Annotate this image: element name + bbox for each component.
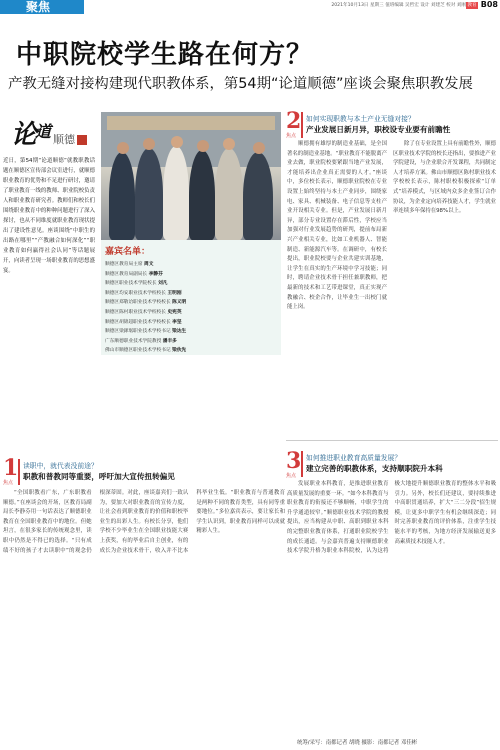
headline: 中职院校学生路在何方？ [16, 40, 314, 70]
guest-item: 顺德区教育局副局长 李静芬 [105, 271, 163, 277]
section-1-number: 1 [3, 455, 19, 481]
section-1-title: 职教和普教同等重要，呼吁加大宣传扭转偏见 [23, 472, 175, 481]
guest-list-title: 嘉宾名单： [105, 247, 151, 257]
svg-text:道: 道 [35, 122, 52, 141]
section-2-question: 如何实现职教与本土产业无缝对接？ [306, 115, 415, 123]
guest-item: 顺德区均安职业技术学校校长 王明刚 [105, 290, 182, 296]
section-1-question: 读职中，就代表没前途？ [23, 462, 98, 470]
section-1-label: 焦点 [3, 480, 14, 486]
guest-item: 顺德区职业技术学院校长 刘凡 [105, 281, 168, 287]
section-2-label: 焦点 [286, 133, 297, 139]
guest-item: 佛山市顺德区职业技术学校书记 梁伙先 [105, 348, 187, 354]
section-tag: 聚焦 [0, 0, 84, 14]
section-3-body: 发展职业本科教育，是推进职业教育高质量发展的重要一环。“如今本科教育与职业教育的衔接还不够顺畅，中职学生的升学通道较窄。”顺德职业技术学院的教授提出，应当构建从中职、高职到职业本科的完整职业教育体系，打通职业院校学生的成长通道。与会嘉宾普遍支持顺德职业技术学院升格为职业本科院校，认为这将极大地提升顺德职业教育的整体水平和吸引力。另外，校长们还建议，要持续推进中高职贯通培养，扩大“三二分段”招生规模，让更多中职学生有机会继续深造；同时完善职业教育的评价体系，注重学生技能水平的考核，为地方经济发展输送更多高素质技术技能人才。 [287, 481, 496, 555]
section-badge: 教育 [467, 3, 477, 8]
intro-paragraph: 近日，第54期“论道顺德”就教职教话题在顺德区宣传部会议室进行，就顺德职业教育的优势和不足进行研讨，邀请了职业教育一线的教师、职业院校负责人和职业教育研究者。教师们和校长们围绕职业教育中的种种问题进行了深入探讨，也从不同维度就职业教育现状提出了建设性意见。座谈围绕“中职生的出路在哪里”“产教融合如何深化”“职业教育如何赢得社会认同”等话题展开，向读者呈现一场职业教育的思想盛宴。 [3, 158, 95, 274]
page-header [0, 0, 500, 14]
byline-footer: 统筹/采写：南都记者 胡晓 摄影：南都记者 邓佳彬 [297, 740, 418, 746]
guest-item: 顺德区教育局主席 周文 [105, 262, 154, 267]
guest-item: 顺德区胡锦超职业技术学校校长 李坚 [105, 319, 182, 325]
section-3-question: 如何推进职业教育高质量发展？ [306, 454, 402, 462]
svg-text:论: 论 [11, 120, 38, 150]
guest-item: 顺德区陈村职业技术学校校长 史宪英 [105, 309, 182, 315]
section-2-title: 产业发展日新月异，职校设专业要有前瞻性 [306, 125, 451, 134]
section-3-number: 3 [286, 448, 302, 474]
section-3-title: 建立完善的职教体系，支持顺职院升本科 [306, 464, 443, 473]
guest-item: 顺德区梁銶琚职业技术学校书记 梁达生 [105, 329, 187, 335]
forum-photo [101, 112, 281, 240]
issue-meta: 2021年10月13日 星期三 值班编辑 吴哲宏 设计 刘建芝 校对 刘刚 [331, 3, 466, 8]
guest-item: 广东顺德职业技术学院教授 潘丰多 [105, 338, 177, 344]
subheadline: 产教无缝对接构建现代职教体系，第54期“论道顺德”座谈会聚焦职教发展 [8, 76, 473, 92]
section-2-body-continued: 除了在专业设置上具有前瞻性外，顺德区职业技术学院的校长还指出，要推进产业学院建设，与企业联合开发课程，共同制定人才培养方案。佛山市顺德区陈村职业技术学校校长表示，陈村职校积极探索“订单式”培养模式，与区域内众多企业签订合作协议，为企业定向培养技能人才，学生就业率连续多年保持在98%以上。 [393, 141, 496, 215]
section-2-body: 顺德拥有雄厚的制造业基础，是全国著名的制造业基地。“职业教育不能脱离产业去做，职业院校要紧跟当地产业发展，才能培养出企业真正需要的人才。”座谈中，多位校长表示，顺德职业院校在专业设置上始终坚持与本土产业同步，围绕家电、家具、机械装备、电子信息等支柱产业开设相关专业。但是，产业发展日新月异，部分专业设置存在滞后性，学校应当加强对行业发展趋势的研判，提前布局新兴产业相关专业，比如工业机器人、智能制造、新能源汽车等。在调研中，有校长提出，职业院校要与企业共建实训基地，让学生在真实的生产环境中学习技能；同时，聘请企业技术骨干担任兼职教师，把最新的技术和工艺带进课堂，真正实现产教融合、校企合作，让毕业生一出校门就能上岗。 [287, 141, 387, 311]
column-logo-art [7, 113, 97, 153]
section-3-label: 焦点 [286, 473, 297, 479]
column-logo [7, 113, 97, 153]
guest-list [101, 240, 281, 355]
svg-text:顺德: 顺德 [53, 133, 75, 146]
section-2-number: 2 [286, 108, 302, 134]
page-number: B08 [480, 0, 498, 9]
guest-item: 顺德区郑敬诒职业技术学校校长 陈义明 [105, 300, 187, 306]
section-1-body: “全国职教看广东，广东职教看顺德。”在座谈会的开场，区教育局副局长李静芬用一句话表达了顺德职业教育在全国职业教育中的地位。但她坦言，在很多家长的传统观念里，读职中仍然是不得已的选择。“只有成绩不好的孩子才去读职中”的观念仍根深蒂固。对此，座谈嘉宾们一致认为，要加大对职业教育的宣传力度，让社会看到职业教育的价值和职校毕业生的出彩人生。有校长分享，他们学校不少毕业生在全国职业技能大赛上获奖，有的毕业后自主创业，有的成长为企业技术骨干，收入并不比本科毕业生低。“职业教育与普通教育是两种不同的教育类型，具有同等重要地位。”多位嘉宾表示，要让家长和学生认识到，职业教育同样可以成就精彩人生。 [3, 490, 285, 554]
